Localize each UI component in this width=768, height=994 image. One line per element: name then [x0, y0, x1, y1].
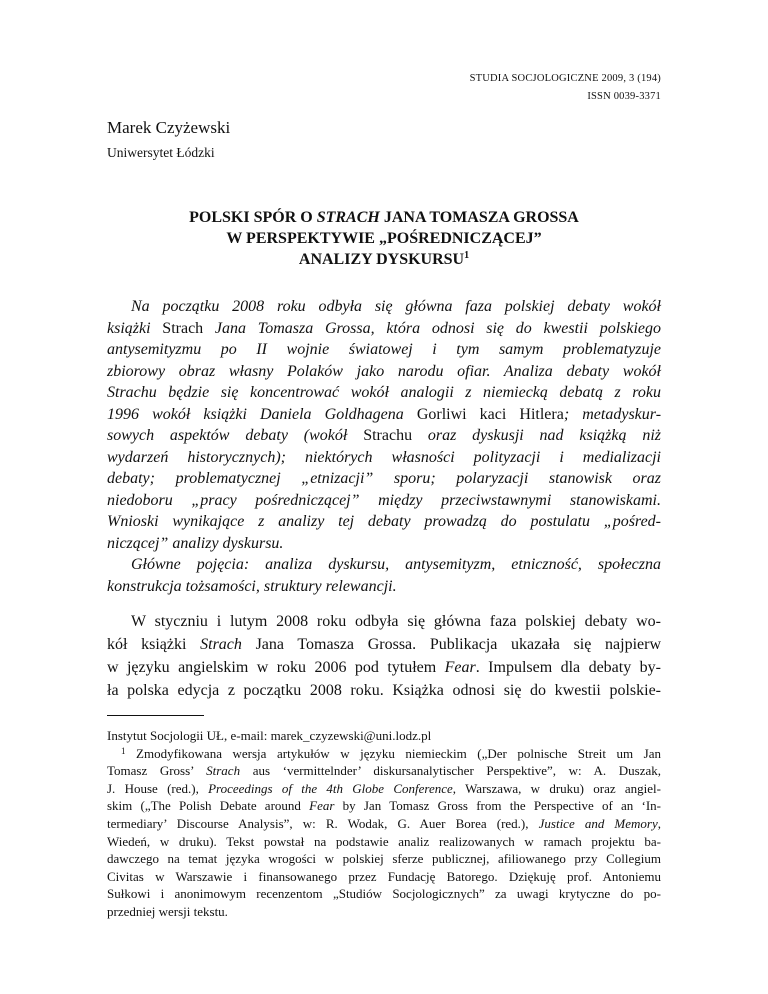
footnote-line: skim („The Polish Debate around Fear by Jan Tomasz Gross from the Perspective of an ‘In- [107, 798, 661, 814]
footnote-line: termediary’ Discourse Analysis”, w: R. Wodak, G. Auer Borea (red.), Justice and Memory, [107, 815, 661, 831]
abstract-line: niczącej” analizy dyskursu. [107, 534, 284, 552]
abstract-line: Na początku 2008 roku odbyła się główna faza polskiej debaty wokół [131, 298, 661, 315]
title-line-2: W PERSPEKTYWIE „POŚREDNICZĄCEJ” [226, 230, 542, 247]
body-text [107, 610, 661, 702]
title-footnote-mark: 1 [464, 250, 470, 261]
journal-citation: STUDIA SOCJOLOGICZNE 2009, 3 (194) [469, 73, 661, 84]
title-line-3: ANALIZY DYSKURSU$^1$ [298, 250, 470, 268]
body-line: ła polska edycja z początku 2008 roku. Książka odnosi się do kwestii polskie- [107, 682, 661, 699]
footnote-line: J. House (red.), Proceedings of the 4th Globe Conference, Warszawa, w druku) oraz angiel- [107, 780, 661, 796]
article-title [107, 207, 661, 270]
footnote-line: dawczego na temat języka wrogości w polskiej sferze publicznej, afiliowanego przy Collegium [107, 851, 661, 867]
footnote-line: Tomasz Gross’ Strach aus ‘vermittelnder’ diskursanalytischer Perspektive”, w: A. Duszak, [107, 763, 661, 779]
abstract-line: zbiorowy obraz własny Polaków jako narodu ofiar. Analiza debaty wokół [107, 362, 661, 380]
abstract-line: sowych aspektów debaty (wokół Strachu oraz dyskusji nad książką niż [107, 427, 662, 444]
footnote-line: $^1$ Zmodyfikowana wersja artykułów w języku niemieckim („Der polnische Streit um Jan [121, 745, 661, 761]
footnote-rule [107, 715, 204, 716]
footnote-mark: 1 [121, 745, 126, 756]
footnote-line: Sułkowi i anonimowym recenzentom „Studiów Socjologicznych” za uwagi krytyczne do po- [107, 886, 661, 902]
abstract-line: antysemityzmu po II wojnie światowej i tym samym problematyzuje [107, 341, 661, 358]
author-name: Marek Czyżewski [107, 118, 231, 137]
body-line: W styczniu i lutym 2008 roku odbyła się główna faza polskiej debaty wo- [131, 613, 661, 630]
abstract-line: wydarzeń historycznych); niektórych własności polityzacji i medializacji [107, 448, 661, 466]
affiliation-note: Instytut Socjologii UŁ, e-mail: marek_czyzewski@uni.lodz.pl [107, 728, 432, 743]
footnote-line: Civitas w Warszawie i finansowanego przez Fundację Batorego. Dziękuję prof. Antoniemu [107, 868, 661, 884]
abstract-line: debaty; problematycznej „etnizacji” sporu; polaryzacji stanowisk oraz [107, 470, 661, 487]
keywords-line: Główne pojęcia: analiza dyskursu, antysemityzm, etniczność, społeczna [131, 556, 661, 573]
abstract-line: Wnioski wynikające z analizy tej debaty prowadzą do postulatu „pośred- [107, 513, 661, 530]
abstract-line: 1996 wokół książki Daniela Goldhagena Gorliwi kaci Hitlera; metadyskur- [107, 405, 662, 423]
issn: ISSN 0039-3371 [587, 91, 661, 102]
author-affiliation: Uniwersytet Łódzki [107, 145, 215, 160]
footnote-line: Wiedeń, w druku). Tekst powstał na podstawie analiz realizowanych w ramach projektu ba- [107, 833, 661, 849]
keywords-line: konstrukcja tożsamości, struktury relewancji. [107, 577, 397, 595]
body-line: kół książki Strach Jana Tomasza Grossa. Publikacja ukazała się najpierw [107, 636, 661, 653]
abstract-line: książki Strach Jana Tomasza Grossa, która odnosi się do kwestii polskiego [107, 319, 662, 337]
abstract [107, 296, 661, 597]
abstract-line: Strachu będzie się koncentrować wokół analogii z niemiecką debatą z roku [107, 384, 661, 401]
footnote-line: przedniej wersji tekstu. [107, 903, 228, 919]
body-line: w języku angielskim w roku 2006 pod tytułem Fear. Impulsem dla debaty by- [107, 659, 661, 676]
footnotes [107, 727, 661, 921]
title-line-1: POLSKI SPÓR O STRACH JANA TOMASZA GROSSA [189, 209, 579, 226]
abstract-line: niedoboru „pracy pośredniczącej” między przeciwstawnymi stanowiskami. [107, 491, 661, 509]
